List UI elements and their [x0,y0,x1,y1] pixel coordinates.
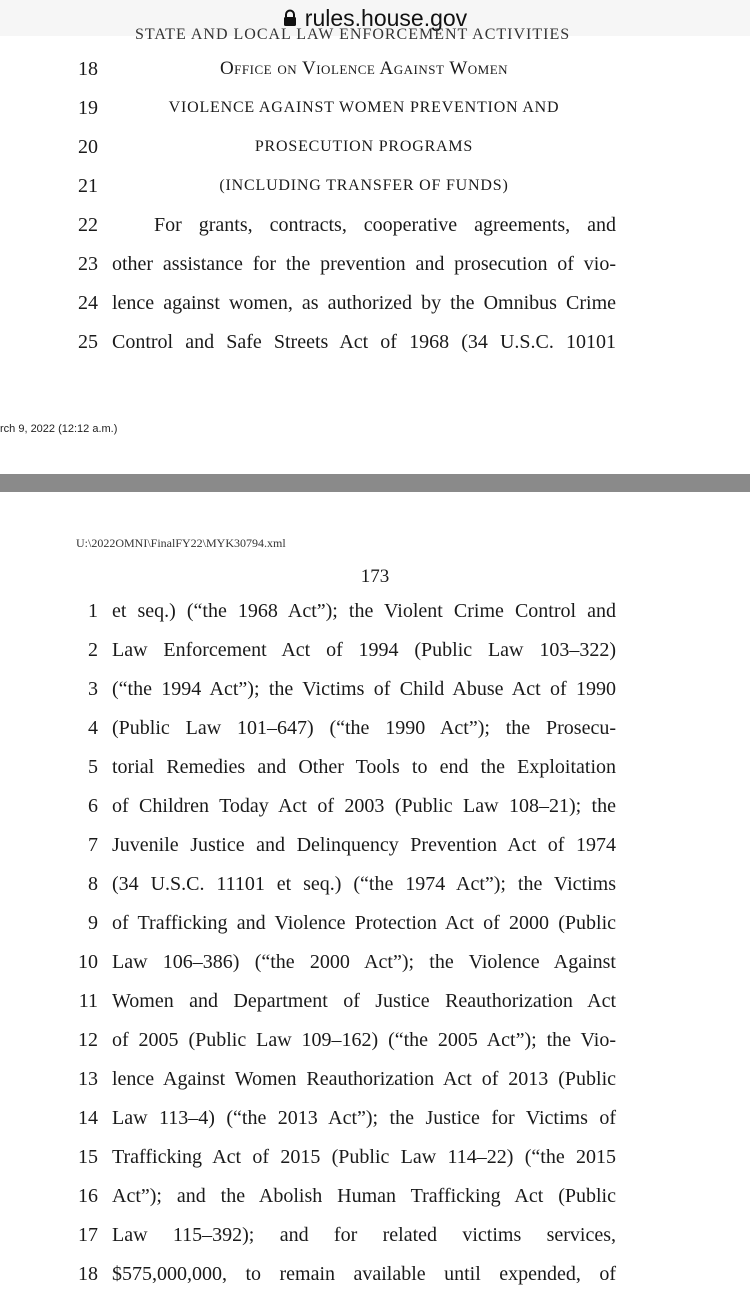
doc-line [0,1107,750,1145]
line-number: 3 [88,678,98,700]
doc-line [0,1224,750,1262]
line-number: 6 [88,795,98,817]
doc-line [0,912,750,950]
body-text: lence Against Women Reauthorization Act of 2013 (Public [112,1068,616,1090]
page-separator [0,474,750,492]
doc-line [0,756,750,794]
body-text: Law Enforcement Act of 1994 (Public Law 103–322) [112,639,616,661]
body-text: (“the 1994 Act”); the Victims of Child Abuse Act of 1990 [112,678,616,700]
doc-line [0,58,750,96]
body-text: Women and Department of Justice Reauthorization Act [112,990,616,1012]
line-number: 19 [78,97,98,119]
line-number: 1 [88,600,98,622]
line-number: 17 [78,1224,98,1246]
line-number: 15 [78,1146,98,1168]
doc-line [0,834,750,872]
file-path-header: U:\2022OMNI\FinalFY22\MYK30794.xml [76,536,286,550]
line-number: 22 [78,214,98,236]
doc-line [0,1263,750,1301]
document-page-bottom [0,492,750,1290]
body-text: et seq.) (“the 1968 Act”); the Violent Crime Control and [112,600,616,622]
doc-line [0,331,750,369]
line-number: 8 [88,873,98,895]
doc-line [0,795,750,833]
doc-line [0,678,750,716]
body-text: (Public Law 101–647) (“the 1990 Act”); the Prosecu- [112,717,616,739]
body-text: other assistance for the prevention and prosecution of vio- [112,253,616,275]
doc-line [0,639,750,677]
line-number: 25 [78,331,98,353]
doc-line [0,292,750,330]
subheading: (INCLUDING TRANSFER OF FUNDS) [219,177,509,194]
body-text: of Trafficking and Violence Protection Act of 2000 (Public [112,912,616,934]
subheading: PROSECUTION PROGRAMS [254,138,474,155]
line-number: 4 [88,717,98,739]
line-number: 14 [78,1107,98,1129]
line-number: 2 [88,639,98,661]
line-number: 18 [78,58,98,80]
doc-line [0,1185,750,1223]
doc-line [0,873,750,911]
line-number: 23 [78,253,98,275]
url-text: rules.house.gov [304,4,468,31]
line-number: 5 [88,756,98,778]
doc-line [0,214,750,252]
doc-line [0,990,750,1028]
doc-line [0,97,750,135]
doc-line [0,175,750,213]
body-text: of 2005 (Public Law 109–162) (“the 2005 Act”); the Vio- [112,1029,616,1051]
body-text: Trafficking Act of 2015 (Public Law 114–22) (“the 2015 [112,1146,616,1168]
line-number: 10 [78,951,98,973]
line-number: 24 [78,292,98,314]
doc-line [0,253,750,291]
body-text: Law 113–4) (“the 2013 Act”); the Justice for Victims of [112,1107,616,1129]
body-text: Law 106–386) (“the 2000 Act”); the Violence Against [112,951,616,973]
body-text: lence against women, as authorized by the Omnibus Crime [112,292,616,314]
body-text: (34 U.S.C. 11101 et seq.) (“the 1974 Act”); the Victims [112,873,616,895]
line-number: 16 [78,1185,98,1207]
body-text: Control and Safe Streets Act of 1968 (34 U.S.C. 10101 [112,331,616,353]
body-text: Juvenile Justice and Delinquency Prevention Act of 1974 [112,834,616,856]
body-text: of Children Today Act of 2003 (Public Law 108–21); the [112,795,616,817]
doc-line [0,1146,750,1184]
line-number: 21 [78,175,98,197]
line-number: 12 [78,1029,98,1051]
body-text: For grants, contracts, cooperative agreements, and [154,214,616,236]
page-number: 173 [360,566,390,587]
doc-line [0,717,750,755]
body-text: Act”); and the Abolish Human Trafficking Act (Public [112,1185,616,1207]
document-page-top [0,26,750,474]
subheading: VIOLENCE AGAINST WOMEN PREVENTION AND [168,99,560,116]
doc-line [0,1029,750,1067]
line-number: 20 [78,136,98,158]
doc-line [0,600,750,638]
print-date-footer: rch 9, 2022 (12:12 a.m.) [0,423,118,435]
line-number: 7 [88,834,98,856]
line-number: 13 [78,1068,98,1090]
line-number: 11 [78,990,98,1012]
doc-line [0,136,750,174]
line-number: 18 [78,1263,98,1285]
doc-line [0,1068,750,1106]
doc-line [0,951,750,989]
line-number: 9 [88,912,98,934]
body-text: Law 115–392); and for related victims services, [112,1224,616,1246]
body-text: $575,000,000, to remain available until expended, of [112,1263,616,1285]
body-text: torial Remedies and Other Tools to end the Exploitation [112,756,616,778]
cut-off-heading: STATE AND LOCAL LAW ENFORCEMENT ACTIVITIES [135,26,571,43]
section-heading: Office on Violence Against Women [219,58,509,79]
